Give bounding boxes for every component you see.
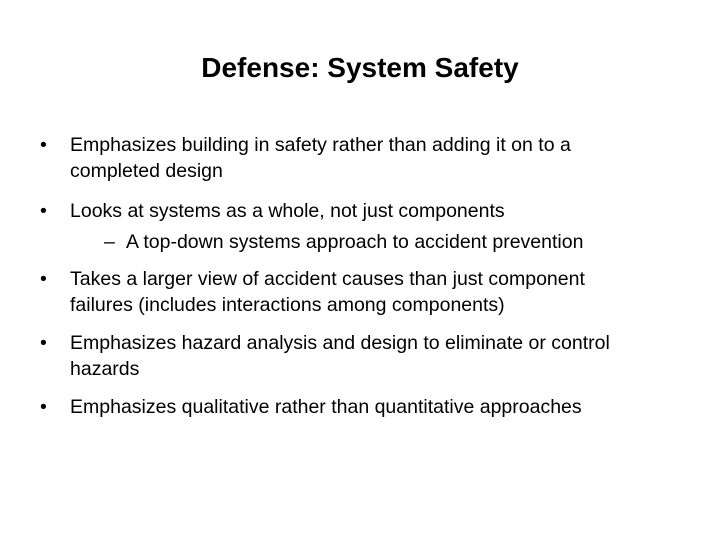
bullet-item [40, 266, 690, 318]
bullet-text-line: hazards [70, 358, 140, 380]
bullet-text-line: Takes a larger view of accident causes than just component [70, 268, 585, 290]
sub-bullet-marker: – [104, 231, 115, 253]
bullet-marker: • [40, 134, 47, 156]
bullet-item [40, 198, 690, 224]
bullet-text-line: Emphasizes qualitative rather than quantitative approaches [70, 396, 582, 418]
sub-bullet-text: A top-down systems approach to accident prevention [126, 231, 584, 253]
bullet-marker: • [40, 332, 47, 354]
bullet-text-line: failures (includes interactions among components) [70, 294, 505, 316]
bullet-marker: • [40, 396, 47, 418]
bullet-item [40, 394, 690, 420]
bullet-item [40, 132, 690, 184]
bullet-marker: • [40, 200, 47, 222]
bullet-item [40, 330, 690, 382]
bullet-text-line: Emphasizes building in safety rather than adding it on to a [70, 134, 571, 156]
bullet-text-line: Looks at systems as a whole, not just components [70, 200, 505, 222]
sub-bullet-item [104, 229, 686, 255]
bullet-text-line: Emphasizes hazard analysis and design to eliminate or control [70, 332, 610, 354]
bullet-text-line: completed design [70, 160, 223, 182]
slide-title: Defense: System Safety [201, 52, 519, 83]
bullet-marker: • [40, 268, 47, 290]
